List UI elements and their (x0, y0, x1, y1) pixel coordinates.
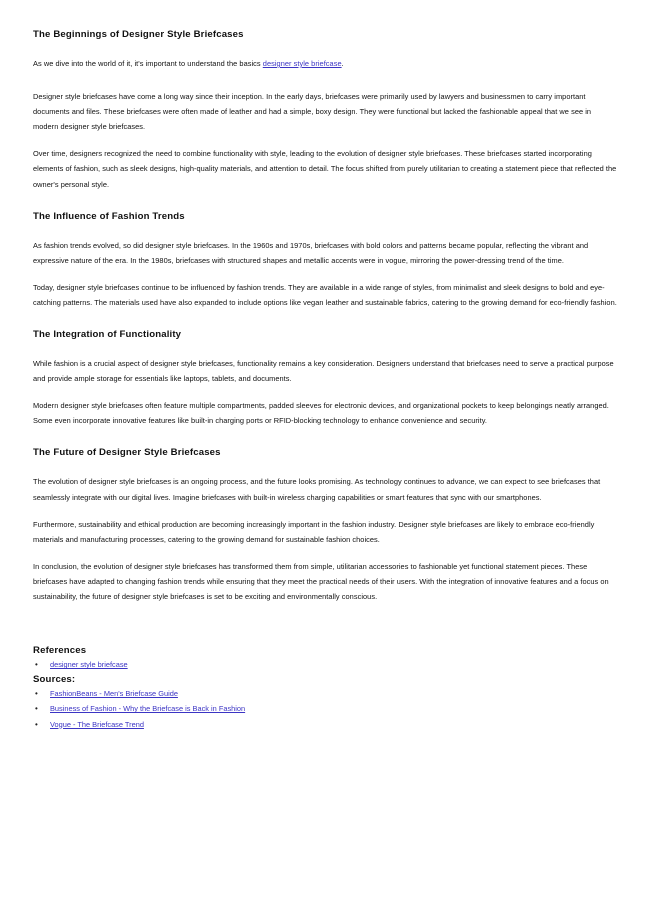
source-link-business-of-fashion[interactable]: Business of Fashion - Why the Briefcase is Back in Fashion (50, 704, 246, 714)
paragraph-fashion-trends-2: Today, designer style briefcases continue to be influenced by fashion trends. They are available in a wide range of styles, from minimalist and sleek designs to bold and eye-catching patterns. The materials used have also expanded to include options like vegan leather and sustainable fabrics, catering to the growing demand for eco-friendly fashion. (33, 282, 617, 307)
bullet-icon: • (35, 704, 38, 714)
references-section (33, 644, 617, 673)
section-heading-future: The Future of Designer Style Briefcases (33, 447, 221, 459)
paragraph-beginnings-2: Over time, designers recognized the need to combine functionality with style, leading to the evolution of designer style briefcases. These briefcases started incorporating elements of fashion, such as sleek designs, high-quality materials, and attention to detail. The focus shifted from purely utilitarian to creating a statement piece that reflected the owner's personal style. (33, 149, 617, 189)
inline-link-designer-style-briefcase[interactable]: designer style briefcase (262, 59, 342, 68)
list-item (33, 717, 617, 733)
paragraph-fashion-trends-1: As fashion trends evolved, so did designer style briefcases. In the 1960s and 1970s, briefcases with bold colors and patterns became popular, reflecting the vibrant and expressive nature of the era. In the 1980s, briefcases with structured shapes and metallic accents were in vogue, mirroring the power-dressing trend of the time. (33, 240, 589, 265)
paragraph-future-2: Furthermore, sustainability and ethical production are becoming increasingly important in the fashion industry. Designer style briefcases are likely to embrace eco-friendly materials and manufacturing processes, catering to the growing demand for sustainable fashion choices. (33, 519, 595, 544)
spacer (33, 459, 617, 474)
list-item (33, 686, 617, 702)
list-item (33, 701, 617, 717)
intro-text-before-link: As we dive into the world of it, it's important to understand the basics (33, 59, 263, 68)
paragraph-functionality-2: Modern designer style briefcases often feature multiple compartments, padded sleeves for electronic devices, and organizational pockets to keep belongings neatly arranged. Some even incorporate innovative features like built-in charging ports or RFID-blocking technology to enhance convenience and security. (33, 401, 609, 426)
references-heading: References (33, 645, 87, 657)
bullet-icon: • (35, 660, 38, 670)
intro-paragraph (33, 56, 617, 71)
spacer (33, 41, 617, 56)
paragraph-future-3: In conclusion, the evolution of designer style briefcases has transformed them from simple, utilitarian accessories to fashionable yet functional statement pieces. These briefcases have adapted to changing fashion trends while ensuring that they meet the practical needs of their users. With the integration of innovative features and a focus on sustainability, the future of designer style briefcases is set to be exciting and environmentally conscious. (33, 561, 609, 601)
references-list (33, 657, 617, 673)
paragraph-future-1: The evolution of designer style briefcases is an ongoing process, and the future looks promising. As technology continues to advance, we can expect to see briefcases that seamlessly integrate with our digital lives. Imagine briefcases with built-in wireless charging capabilities or smart features that sync with our smartphones. (33, 477, 601, 502)
spacer (33, 547, 617, 559)
spacer (33, 428, 617, 446)
source-link-fashionbeans[interactable]: FashionBeans - Men's Briefcase Guide (50, 688, 178, 698)
sources-heading: Sources: (33, 673, 76, 685)
paragraph-beginnings-1: Designer style briefcases have come a long way since their inception. In the early days, briefcases were primarily used by lawyers and businessmen to carry important documents and files. These briefcases were often made of leather and had a simple, boxy design. They were functional but lacked the fashionable appeal that we see in modern designer style briefcases. (33, 92, 592, 132)
spacer (33, 341, 617, 356)
bullet-icon: • (35, 688, 38, 698)
spacer (33, 71, 617, 89)
document-body (33, 28, 617, 732)
spacer (33, 505, 617, 517)
spacer (33, 192, 617, 210)
section-heading-fashion-trends: The Influence of Fashion Trends (33, 210, 185, 222)
spacer (33, 223, 617, 238)
bullet-icon: • (35, 719, 38, 729)
spacer (33, 310, 617, 328)
reference-link-designer-style-briefcase[interactable]: designer style briefcase (50, 660, 128, 670)
intro-text-after-link: . (341, 59, 344, 68)
source-link-vogue[interactable]: Vogue - The Briefcase Trend (50, 719, 144, 729)
sources-list (33, 686, 617, 733)
list-item (33, 657, 617, 673)
spacer (33, 134, 617, 146)
section-heading-beginnings: The Beginnings of Designer Style Briefcases (33, 29, 244, 40)
paragraph-functionality-1: While fashion is a crucial aspect of designer style briefcases, functionality remains a key consideration. Designers understand that briefcases need to serve a practical purpose and provide ample storage for essentials like laptops, tablets, and documents. (33, 359, 614, 384)
section-heading-functionality: The Integration of Functionality (33, 329, 182, 341)
spacer (33, 268, 617, 280)
spacer (33, 386, 617, 398)
sources-section (33, 673, 617, 733)
